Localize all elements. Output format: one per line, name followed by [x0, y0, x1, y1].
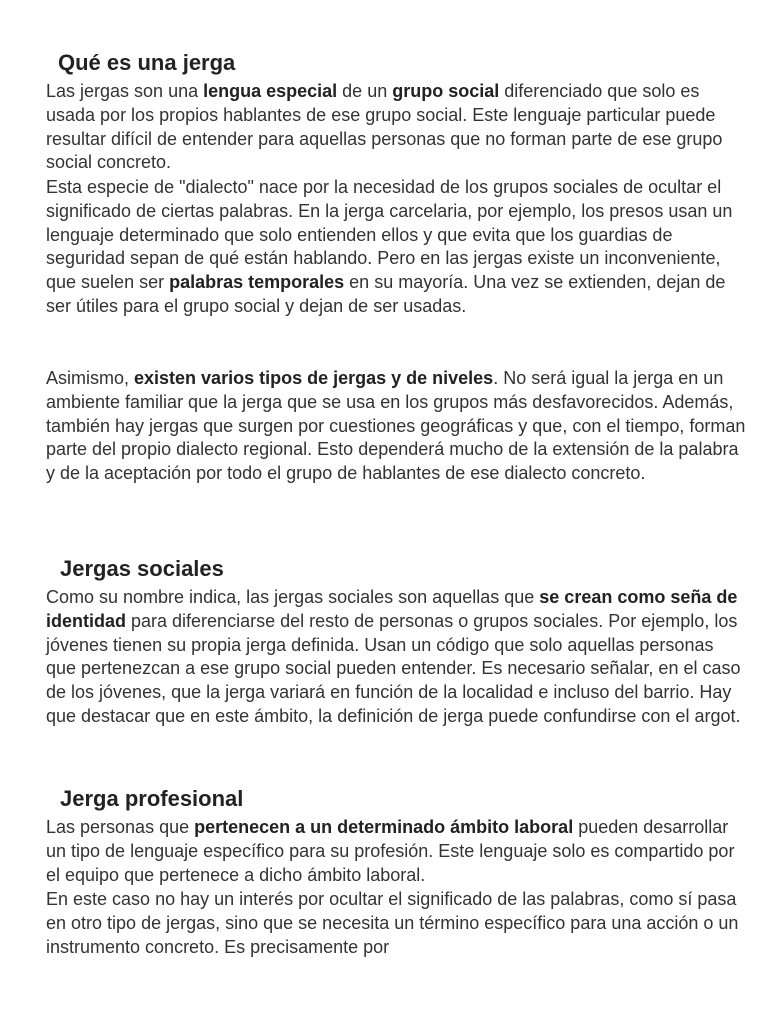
paragraph-definition	[46, 80, 746, 175]
text-run: . No será igual la jerga en un ambiente familiar que la jerga que se usa en los grupos más desfavorecidos. Además, también hay jergas que surgen por cuestiones geográficas y que, con el tiempo, forman parte del propio dialecto regional. Esto dependerá mucho de la extensión de la palabra y de la aceptación por todo el grupo de hablantes de ese dialecto concreto.	[46, 368, 746, 484]
paragraph-professional-jargon	[46, 816, 746, 887]
paragraph-origin	[46, 176, 746, 319]
section-heading-que-es-una-jerga: Qué es una jerga	[58, 50, 236, 75]
bold-phrase: pertenecen a un determinado ámbito laboral	[194, 817, 574, 837]
bold-phrase: palabras temporales	[169, 272, 345, 293]
bold-phrase: se crean como seña de identidad	[46, 587, 738, 631]
paragraph-types	[46, 367, 746, 486]
section-heading-jerga-profesional: Jerga profesional	[60, 786, 244, 811]
section-heading-jergas-sociales: Jergas sociales	[60, 556, 224, 581]
text-run: Como su nombre indica, las jergas sociales son aquellas que	[46, 587, 540, 607]
text-run: pueden desarrollar un tipo de lenguaje específico para su profesión. Este lenguaje solo es compartido por el equipo que pertenece a dicho ámbito laboral.	[46, 817, 735, 885]
bold-phrase: lengua especial	[203, 81, 338, 101]
text-run: En este caso no hay un interés por ocultar el significado de las palabras, como sí pasa en otro tipo de jergas, sino que se necesita un término específico para una acción o un instrumento concreto. Es precisamente por	[46, 889, 739, 957]
text-run: en su mayoría. Una vez se extienden, dejan de ser útiles para el grupo social y dejan de ser usadas.	[46, 272, 726, 316]
text-run: Esta especie de "dialecto" nace por la necesidad de los grupos sociales de ocultar el significado de ciertas palabras. En la jerga carcelaria, por ejemplo, los presos usan un lenguaje determinado que solo entienden ellos y que evita que los guardias de seguridad sepan de qué están hablando. Pero en las jergas existe un inconveniente, que suelen ser	[46, 177, 733, 293]
text-run: para diferenciarse del resto de personas o grupos sociales. Por ejemplo, los jóvenes tienen su propia jerga definida. Usan un código que solo aquellas personas que pertenezcan a ese grupo social pueden entender. Es necesario señalar, en el caso de los jóvenes, que la jerga variará en función de la localidad e incluso del barrio. Hay que destacar que en este ámbito, la definición de jerga puede confundirse con el argot.	[46, 610, 741, 726]
text-run: Asimismo,	[46, 368, 135, 388]
text-run: Las jergas son una	[46, 81, 204, 101]
paragraph-social-jargon	[46, 586, 746, 729]
bold-phrase: existen varios tipos de jergas y de niveles	[134, 368, 494, 388]
bold-phrase: grupo social	[392, 81, 500, 101]
paragraph-professional-purpose	[46, 888, 746, 959]
text-run: Las personas que	[46, 817, 195, 837]
text-run: diferenciado que solo es usada por los propios hablantes de ese grupo social. Este lenguaje particular puede resultar difícil de entender para aquellas personas que no forman parte de ese grupo social concreto.	[46, 81, 723, 173]
text-run: de un	[337, 81, 393, 101]
